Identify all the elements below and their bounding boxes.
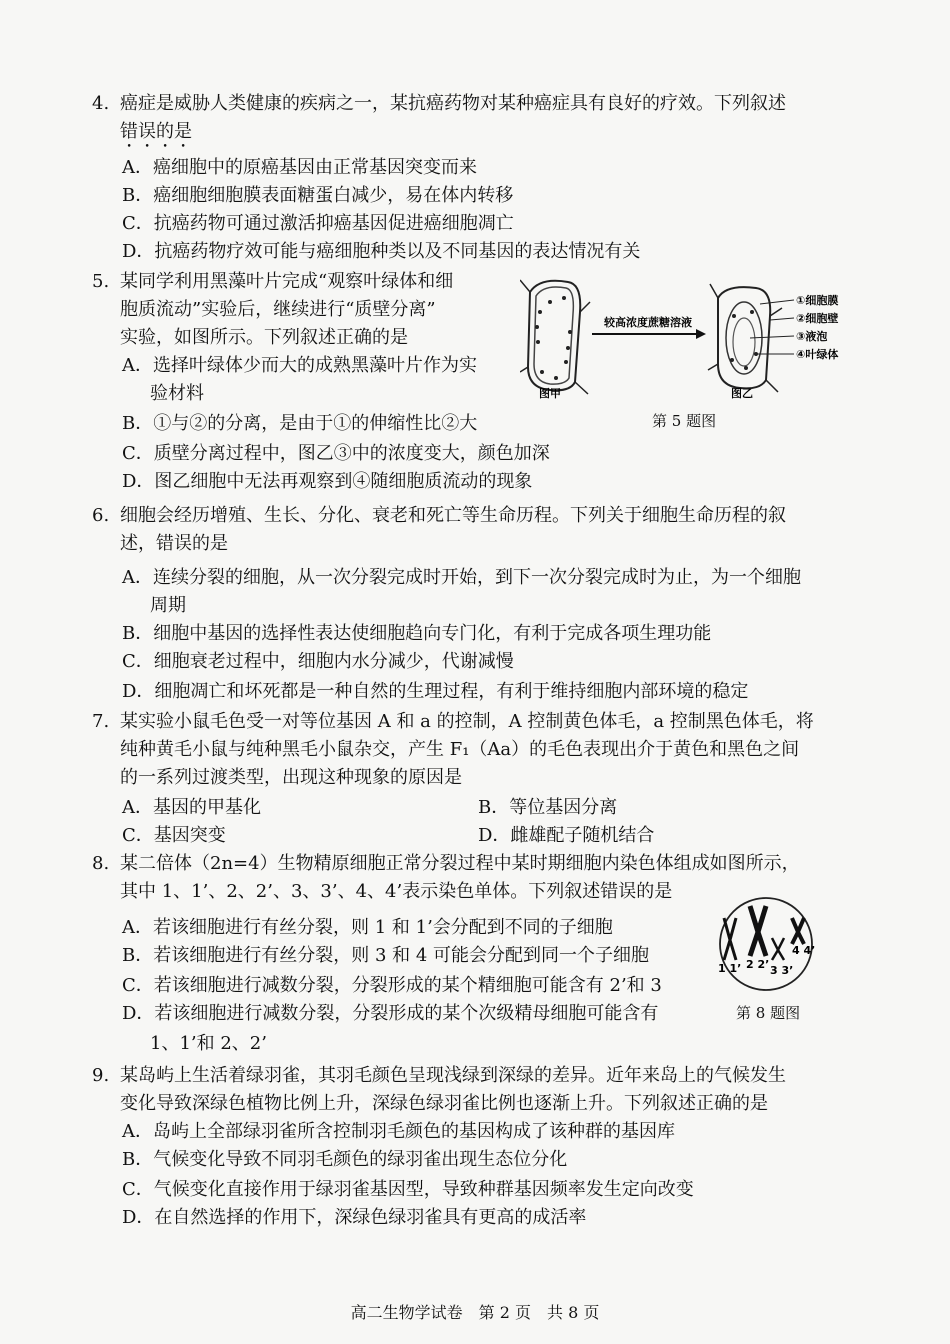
q5-option-b: B．①与②的分离，是由于①的伸缩性比②大 <box>122 413 478 434</box>
q7-option-b: B．等位基因分离 <box>478 797 618 818</box>
q5-stem-line1: 5. 某同学利用黑藻叶片完成“观察叶绿体和细 <box>92 271 454 292</box>
chromosome-3 <box>772 938 784 960</box>
q4-stem-line2: 错误的是 <box>120 121 192 142</box>
q8-number: 8. <box>92 853 110 874</box>
label-part2: ②细胞壁 <box>796 312 839 325</box>
q9-option-b: B．气候变化导致不同羽毛颜色的绿羽雀出现生态位分化 <box>122 1149 568 1170</box>
q4-option-b: B．癌细胞细胞膜表面糖蛋白减少，易在体内转移 <box>122 185 514 206</box>
q9-stem-line1: 9. 某岛屿上生活着绿羽雀，其羽毛颜色呈现浅绿到深绿的差异。近年来岛上的气候发生 <box>92 1065 786 1086</box>
q8-figure <box>706 896 826 996</box>
q5-figure <box>520 272 850 402</box>
q7-stem-line2: 纯种黄毛小鼠与纯种黑毛小鼠杂交，产生 F₁（Aa）的毛色表现出介于黄色和黑色之间 <box>120 739 800 760</box>
q6-option-c: C．细胞衰老过程中，细胞内水分减少，代谢减慢 <box>122 651 514 672</box>
q8-option-d-line2: 1、1’和 2、2’ <box>150 1033 267 1054</box>
chromosome-2 <box>750 906 766 956</box>
q7-stem-line1: 7. 某实验小鼠毛色受一对等位基因 A 和 a 的控制，A 控制黄色体毛，a 控制黑色体毛，将 <box>92 711 814 732</box>
q4-option-d: D．抗癌药物疗效可能与癌细胞种类以及不同基因的表达情况有关 <box>122 241 641 262</box>
q7-option-a: A．基因的甲基化 <box>122 797 261 818</box>
q6-stem-line2: 述，错误的是 <box>120 533 228 554</box>
q5-stem-line2: 胞质流动”实验后，继续进行“质壁分离” <box>120 299 436 320</box>
q6-option-a-line1: A．连续分裂的细胞，从一次分裂完成时开始，到下一次分裂完成时为止，为一个细胞 <box>122 567 801 588</box>
label-3: 3 3’ <box>770 964 794 977</box>
q7-option-d: D．雌雄配子随机结合 <box>478 825 655 846</box>
q5-option-d: D．图乙细胞中无法再观察到④随细胞质流动的现象 <box>122 471 533 492</box>
label-part1: ①细胞膜 <box>796 294 839 307</box>
q5-caption: 第 5 题图 <box>652 412 717 430</box>
q5-option-a-line1: A．选择叶绿体少而大的成熟黑藻叶片作为实 <box>122 355 477 376</box>
q8-option-c: C．若该细胞进行减数分裂，分裂形成的某个精细胞可能含有 2’和 3 <box>122 975 662 996</box>
label-jia: 图甲 <box>539 387 561 400</box>
q6-option-a-line2: 周期 <box>150 595 186 616</box>
q4-number: 4. <box>92 93 110 114</box>
chromosome-1 <box>724 918 736 960</box>
q9-option-d: D．在自然选择的作用下，深绿色绿羽雀具有更高的成活率 <box>122 1207 587 1228</box>
chromosome-4 <box>792 918 804 944</box>
q8-option-d-line1: D．若该细胞进行减数分裂，分裂形成的某个次级精母细胞可能含有 <box>122 1003 659 1024</box>
label-4: 4 4’ <box>792 944 816 957</box>
q6-number: 6. <box>92 505 110 526</box>
label-yi: 图乙 <box>731 387 753 400</box>
q8-option-a: A．若该细胞进行有丝分裂，则 1 和 1’会分配到不同的子细胞 <box>122 917 613 938</box>
q4-option-c: C．抗癌药物可通过激活抑癌基因促进癌细胞凋亡 <box>122 213 514 234</box>
q8-stem-line1: 8. 某二倍体（2n=4）生物精原细胞正常分裂过程中某时期细胞内染色体组成如图所示， <box>92 853 800 874</box>
q7-option-c: C．基因突变 <box>122 825 226 846</box>
q7-number: 7. <box>92 711 110 732</box>
label-1: 1 1’ <box>718 962 742 975</box>
q6-option-b: B．细胞中基因的选择性表达使细胞趋向专门化，有利于完成各项生理功能 <box>122 623 712 644</box>
arrow-head <box>696 329 706 339</box>
q8-stem-line2: 其中 1、1’、2、2’、3、3’、4、4’表示染色单体。下列叙述错误的是 <box>120 881 673 902</box>
cell-jia <box>520 280 590 394</box>
q7-stem-line3: 的一系列过渡类型，出现这种现象的原因是 <box>120 767 462 788</box>
q6-option-d: D．细胞凋亡和坏死都是一种自然的生理过程，有利于维持细胞内部环境的稳定 <box>122 681 749 702</box>
q6-stem-line1: 6. 细胞会经历增殖、生长、分化、衰老和死亡等生命历程。下列关于细胞生命历程的叙 <box>92 505 786 526</box>
q4-stem-line1: 4. 癌症是威胁人类健康的疾病之一，某抗癌药物对某种癌症具有良好的疗效。下列叙述 <box>92 93 786 114</box>
q9-option-a: A．岛屿上全部绿羽雀所含控制羽毛颜色的基因构成了该种群的基因库 <box>122 1121 675 1142</box>
q9-stem-line2: 变化导致深绿色植物比例上升，深绿色绿羽雀比例也逐渐上升。下列叙述正确的是 <box>120 1093 768 1114</box>
q9-number: 9. <box>92 1065 110 1086</box>
q8-caption: 第 8 题图 <box>736 1004 801 1022</box>
page-footer: 高二生物学试卷 第 2 页 共 8 页 <box>350 1303 600 1322</box>
label-part4: ④叶绿体 <box>796 348 839 361</box>
label-2: 2 2’ <box>746 958 770 971</box>
q5-number: 5. <box>92 271 110 292</box>
q8-option-b: B．若该细胞进行有丝分裂，则 3 和 4 可能会分配到同一个子细胞 <box>122 945 650 966</box>
q4-option-a: A．癌细胞中的原癌基因由正常基因突变而来 <box>122 157 477 178</box>
q5-option-c: C．质壁分离过程中，图乙③中的浓度变大，颜色加深 <box>122 443 550 464</box>
cell-yi <box>708 284 794 392</box>
q5-option-a-line2: 验材料 <box>150 383 204 404</box>
q5-stem-line3: 实验，如图所示。下列叙述正确的是 <box>120 327 408 348</box>
q9-option-c: C．气候变化直接作用于绿羽雀基因型，导致种群基因频率发生定向改变 <box>122 1179 694 1200</box>
arrow-label: 较高浓度蔗糖溶液 <box>604 316 692 329</box>
label-part3: ③液泡 <box>796 330 828 343</box>
